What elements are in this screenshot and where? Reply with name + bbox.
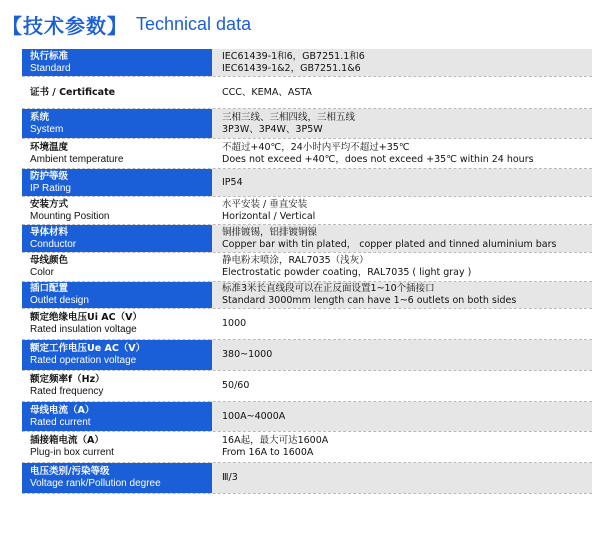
spec-label-en: Color	[30, 267, 54, 278]
spec-label	[22, 169, 212, 196]
spec-value	[212, 225, 592, 252]
spec-value	[212, 197, 592, 224]
spec-label	[22, 77, 212, 108]
spec-label-en: System	[30, 123, 64, 135]
spec-label	[22, 225, 212, 252]
spec-label-en: Rated insulation voltage	[30, 324, 137, 335]
spec-label-cn: 母线电流（A）	[30, 404, 95, 416]
spec-value	[212, 432, 592, 462]
spec-label	[22, 282, 212, 308]
spec-label	[22, 432, 212, 462]
spec-label-cn: 电压类别/污染等级	[30, 466, 110, 477]
spec-label-cn: 额定工作电压Ue AC（V）	[30, 343, 146, 354]
spec-label-en: Standard	[30, 62, 71, 74]
spec-value-line: 1000	[222, 318, 247, 329]
spec-value-line: 标准3米长直线段可以在正反面设置1~10个插接口	[222, 283, 435, 294]
spec-value-line: CCC、KEMA、ASTA	[222, 86, 312, 98]
spec-label	[22, 49, 212, 76]
spec-value-line: 16A起，最大可达1600A	[222, 435, 329, 446]
spec-label-cn: 环境温度	[30, 141, 69, 153]
spec-value-line: Does not exceed +40℃，does not exceed +35℃ within 24 hours	[222, 153, 534, 165]
spec-label-en: Conductor	[30, 238, 77, 250]
spec-label-en: Plug-in box current	[30, 447, 114, 458]
spec-label-cn: 防护等级	[30, 170, 69, 182]
spec-value-line: 50/60	[222, 380, 250, 391]
spec-label-cn: 母线颜色	[30, 255, 69, 266]
spec-row	[22, 197, 592, 225]
spec-value-line: 水平安装 / 垂直安装	[222, 198, 308, 210]
spec-label	[22, 340, 212, 370]
spec-value	[212, 49, 592, 76]
spec-row	[22, 109, 592, 139]
spec-label-en: Mounting Position	[30, 210, 110, 222]
spec-label-en: Ambient temperature	[30, 153, 124, 165]
spec-value-line: 静电粉末喷涂，RAL7035（浅灰）	[222, 255, 369, 266]
spec-value	[212, 77, 592, 108]
spec-value	[212, 109, 592, 138]
spec-value-line: IP54	[222, 176, 243, 188]
spec-value	[212, 282, 592, 308]
spec-label-en: Voltage rank/Pollution degree	[30, 478, 161, 489]
spec-label-cn: 导体材料	[30, 226, 69, 238]
spec-value-line: 380~1000	[222, 349, 273, 360]
spec-value	[212, 340, 592, 370]
spec-row	[22, 340, 592, 371]
spec-value-line: Ⅲ/3	[222, 472, 238, 483]
spec-value	[212, 253, 592, 281]
title-cn: 【技术参数】	[2, 13, 128, 38]
spec-label	[22, 463, 212, 493]
spec-value-line: Standard 3000mm length can have 1~6 outlets on both sides	[222, 295, 517, 306]
spec-value-line: From 16A to 1600A	[222, 447, 314, 458]
spec-row	[22, 309, 592, 340]
spec-row	[22, 402, 592, 432]
spec-label-cn: 安装方式	[30, 198, 69, 210]
spec-value-line: Horizontal / Vertical	[222, 210, 316, 222]
spec-label-en: IP Rating	[30, 182, 71, 194]
spec-row	[22, 77, 592, 109]
spec-row	[22, 371, 592, 402]
spec-value-line: 三相三线、三相四线，三相五线	[222, 111, 356, 123]
spec-value	[212, 463, 592, 493]
spec-value	[212, 139, 592, 168]
spec-label	[22, 197, 212, 224]
spec-value	[212, 402, 592, 431]
page-title	[0, 8, 600, 40]
spec-label	[22, 139, 212, 168]
spec-value-line: IEC61439-1&2，GB7251.1&6	[222, 62, 361, 74]
spec-value-line: 不超过+40℃，24小时内平均不超过+35℃	[222, 141, 410, 153]
spec-label	[22, 253, 212, 281]
spec-value-line: Electrostatic powder coating，RAL7035 ( light gray )	[222, 267, 472, 278]
spec-row	[22, 432, 592, 463]
spec-label-cn: 额定绝缘电压Ui AC（V）	[30, 312, 142, 323]
spec-label-cn: 额定频率f（Hz）	[30, 374, 105, 385]
spec-value-line: 铜排镀锡，铝排镀铜镍	[222, 226, 318, 238]
spec-value	[212, 309, 592, 339]
spec-value-line: 3P3W、3P4W、3P5W	[222, 123, 323, 135]
spec-row	[22, 139, 592, 169]
spec-value	[212, 169, 592, 196]
spec-label-cn: 执行标准	[30, 50, 69, 62]
spec-value-line: IEC61439-1和6，GB7251.1和6	[222, 50, 365, 62]
spec-label-en: Rated frequency	[30, 386, 104, 397]
spec-label	[22, 371, 212, 401]
spec-label	[22, 309, 212, 339]
spec-row	[22, 169, 592, 197]
spec-label-cn: 系统	[30, 111, 50, 123]
technical-data-table	[22, 49, 592, 494]
spec-label-cn: 证书 / Certificate	[30, 86, 116, 98]
spec-value-line: 100A~4000A	[222, 410, 286, 422]
spec-label	[22, 109, 212, 138]
spec-row	[22, 253, 592, 282]
spec-row	[22, 49, 592, 77]
spec-value	[212, 371, 592, 401]
spec-label-cn: 插接箱电流（A）	[30, 435, 104, 446]
spec-label-en: Rated current	[30, 416, 91, 428]
spec-row	[22, 463, 592, 494]
spec-label-en: Outlet design	[30, 295, 89, 306]
spec-label	[22, 402, 212, 431]
spec-row	[22, 225, 592, 253]
spec-label-en: Rated operation voltage	[30, 355, 137, 366]
spec-label-cn: 插口配置	[30, 283, 69, 294]
title-en: Technical data	[136, 13, 252, 34]
spec-value-line: Copper bar with tin plated， copper plated and tinned aluminium bars	[222, 238, 557, 250]
spec-row	[22, 282, 592, 309]
